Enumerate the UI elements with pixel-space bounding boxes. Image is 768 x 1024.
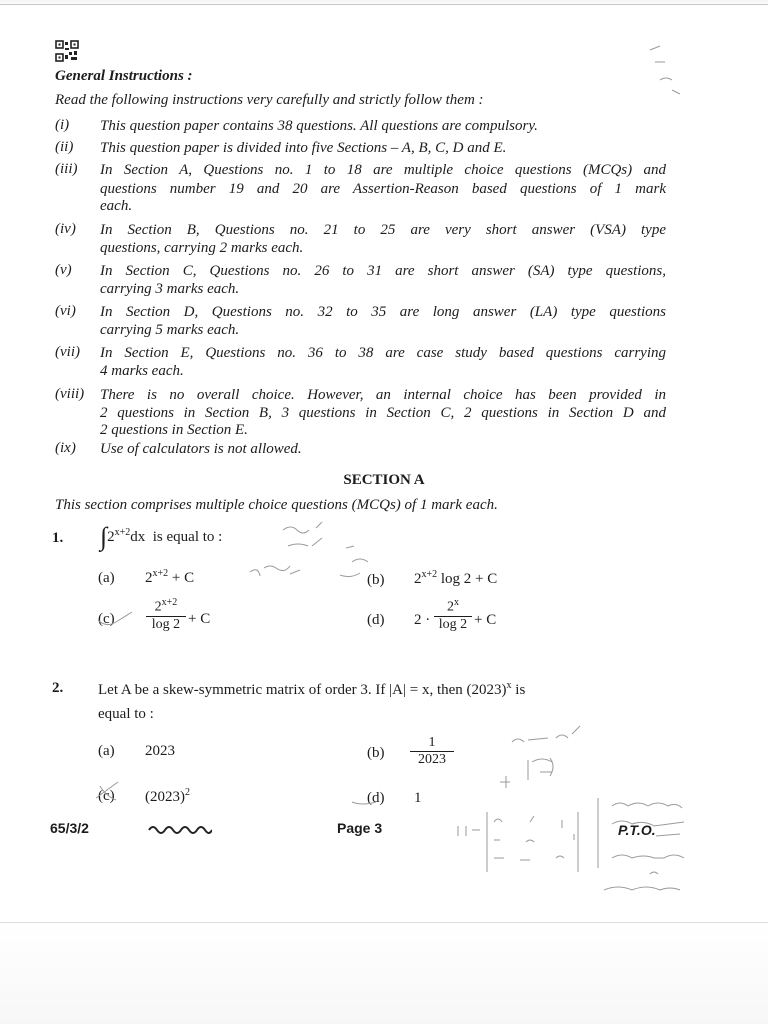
instruction-line: In Section D, Questions no. 32 to 35 are long answer (LA) type questions	[100, 304, 666, 320]
option-a[interactable]: 2023	[145, 743, 175, 759]
instruction-line: 4 marks each.	[100, 363, 184, 379]
option-label: (d)	[367, 612, 385, 628]
option-d-constant: + C	[474, 612, 497, 628]
wave-ornament	[148, 824, 212, 834]
option-label: (c)	[98, 788, 115, 804]
qr-code-icon	[55, 40, 79, 62]
instruction-line: each.	[100, 198, 133, 214]
paper-code: 65/3/2	[50, 820, 89, 836]
integral-sign: ∫	[100, 522, 108, 551]
instruction-line: There is no overall choice. However, an internal choice has been provided in	[100, 387, 666, 403]
question-2-stem-cont: equal to :	[98, 706, 154, 722]
page-number: Page 3	[337, 820, 383, 836]
question-number: 2.	[52, 680, 64, 696]
general-instructions-intro: Read the following instructions very carefully and strictly follow them :	[55, 92, 484, 108]
instruction-line: In Section C, Questions no. 26 to 31 are short answer (SA) type questions,	[100, 263, 666, 279]
instruction-line: In Section E, Questions no. 36 to 38 are case study based questions carrying	[100, 345, 666, 361]
section-intro: This section comprises multiple choice questions (MCQs) of 1 mark each.	[55, 497, 498, 513]
instruction-line: This question paper is divided into five Sections – A, B, C, D and E.	[100, 140, 507, 156]
instruction-line: questions, carrying 2 marks each.	[100, 240, 304, 256]
instruction-line: 2 questions in Section B, 3 questions in Section C, 2 questions in Section D and	[100, 405, 666, 421]
instruction-number: (vii)	[55, 344, 80, 360]
instruction-number: (ix)	[55, 440, 76, 456]
option-c[interactable]: $(2023)^2$	[145, 787, 190, 805]
option-a[interactable]: $2^{x+2} + C$	[145, 568, 195, 586]
option-label: (a)	[98, 743, 115, 759]
option-label: (a)	[98, 570, 115, 586]
option-d-fraction[interactable]: 2$^x$ log 2	[434, 597, 472, 633]
instruction-number: (viii)	[55, 386, 85, 402]
option-label: (b)	[367, 745, 385, 761]
scan-top-edge	[0, 4, 768, 5]
instruction-line: In Section A, Questions no. 1 to 18 are multiple choice questions (MCQs) and	[100, 162, 666, 178]
option-d-prefix: 2 ·	[414, 612, 431, 628]
instruction-number: (iii)	[55, 161, 78, 177]
option-label: (d)	[367, 790, 385, 806]
instruction-line: Use of calculators is not allowed.	[100, 441, 302, 457]
instruction-number: (iv)	[55, 221, 76, 237]
question-1-stem: $\int 2^{x+2}dx$ is equal to :	[100, 522, 223, 551]
instruction-line: carrying 3 marks each.	[100, 281, 240, 297]
section-title: SECTION A	[343, 472, 425, 488]
instruction-number: (ii)	[55, 139, 74, 155]
pto-label: P.T.O.	[618, 822, 656, 838]
option-c-fraction[interactable]: $2^{x+2}$ log 2	[146, 597, 186, 633]
option-d[interactable]: 1	[414, 790, 422, 806]
option-label: (b)	[367, 572, 385, 588]
question-2-stem: Let A be a skew-symmetric matrix of order 3. If |A| = x, then $(2023)^x$ is	[98, 680, 526, 698]
option-label: (c)	[98, 611, 115, 627]
question-number: 1.	[52, 530, 64, 546]
instruction-number: (i)	[55, 117, 70, 133]
option-c-constant: + C	[188, 611, 211, 627]
option-b-fraction[interactable]: 1 2023	[410, 735, 454, 768]
instruction-line: carrying 5 marks each.	[100, 322, 240, 338]
instruction-line: 2 questions in Section E.	[100, 422, 248, 438]
scan-bottom-edge	[0, 922, 768, 923]
general-instructions-title: General Instructions :	[55, 68, 193, 84]
instruction-number: (vi)	[55, 303, 76, 319]
instruction-line: This question paper contains 38 questions. All questions are compulsory.	[100, 118, 538, 134]
instruction-line: In Section B, Questions no. 21 to 25 are very short answer (VSA) type	[100, 222, 666, 238]
instruction-number: (v)	[55, 262, 72, 278]
instruction-line: questions number 19 and 20 are Assertion-Reason based questions of 1 mark	[100, 181, 666, 197]
option-b[interactable]: $2^{x+2}$ log 2 + C	[414, 569, 498, 587]
